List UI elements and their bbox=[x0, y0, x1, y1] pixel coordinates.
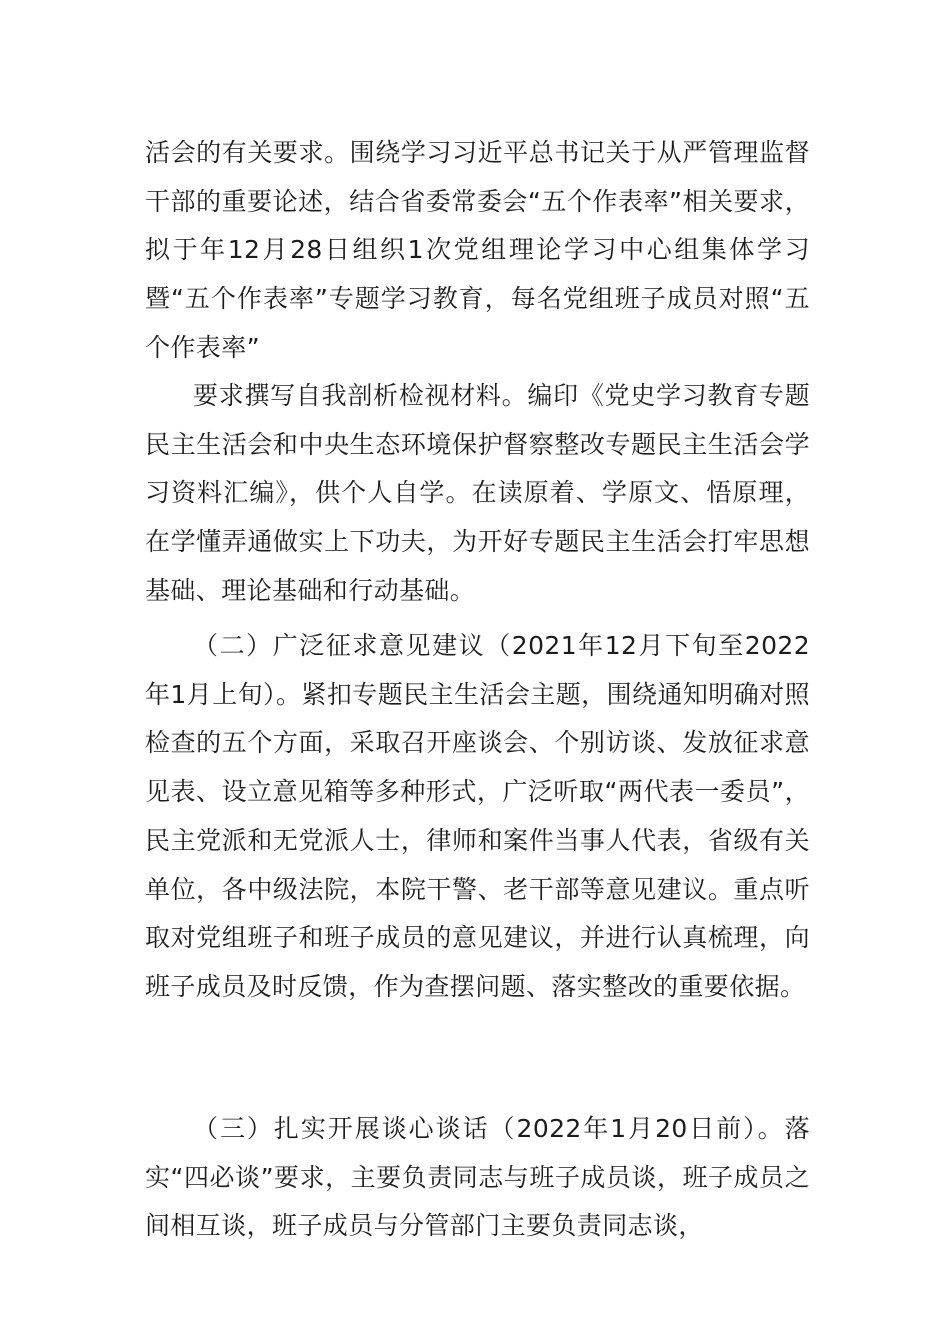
paragraph-section-2-opinions: （二）广泛征求意见建议（2021年12月下旬至2022年1月上旬）。紧扣专题民主生活会主题，围绕通知明确对照检查的五个方面，采取召开座谈会、个别访谈、发放征求意见表、设立意见箱等多种形式，广泛听取“两代表一委员”，民主党派和无党派人士，律师和案件当事人代表，省级有关单位，各中级法院，本院干警、老干部等意见建议。重点听取对党组班子和班子成员的意见建议，并进行认真梳理，向班子成员及时反馈，作为查摆问题、落实整改的重要依据。 bbox=[145, 631, 810, 1001]
paragraph-section-3-talks: （三）扎实开展谈心谈话（2022年1月20日前）。落实“四必谈”要求，主要负责同志与班子成员谈，班子成员之间相互谈，班子成员与分管部门主要负责同志谈， bbox=[145, 1114, 810, 1241]
paragraph-continuation: 活会的有关要求。围绕学习习近平总书记关于从严管理监督干部的重要论述，结合省委常委会“五个作表率”相关要求，拟于年12月28日组织1次党组理论学习中心组集体学习暨“五个作表率”专题学习教育，每名党组班子成员对照“五个作表率” bbox=[145, 138, 810, 362]
paragraph-study-materials: 要求撰写自我剖析检视材料。编印《党史学习教育专题民主生活会和中央生态环境保护督察整改专题民主生活会学习资料汇编》，供个人自学。在读原着、学原文、悟原理，在学懂弄通做实上下功夫，为开好专题民主生活会打牢思想基础、理论基础和行动基础。 bbox=[145, 381, 810, 605]
